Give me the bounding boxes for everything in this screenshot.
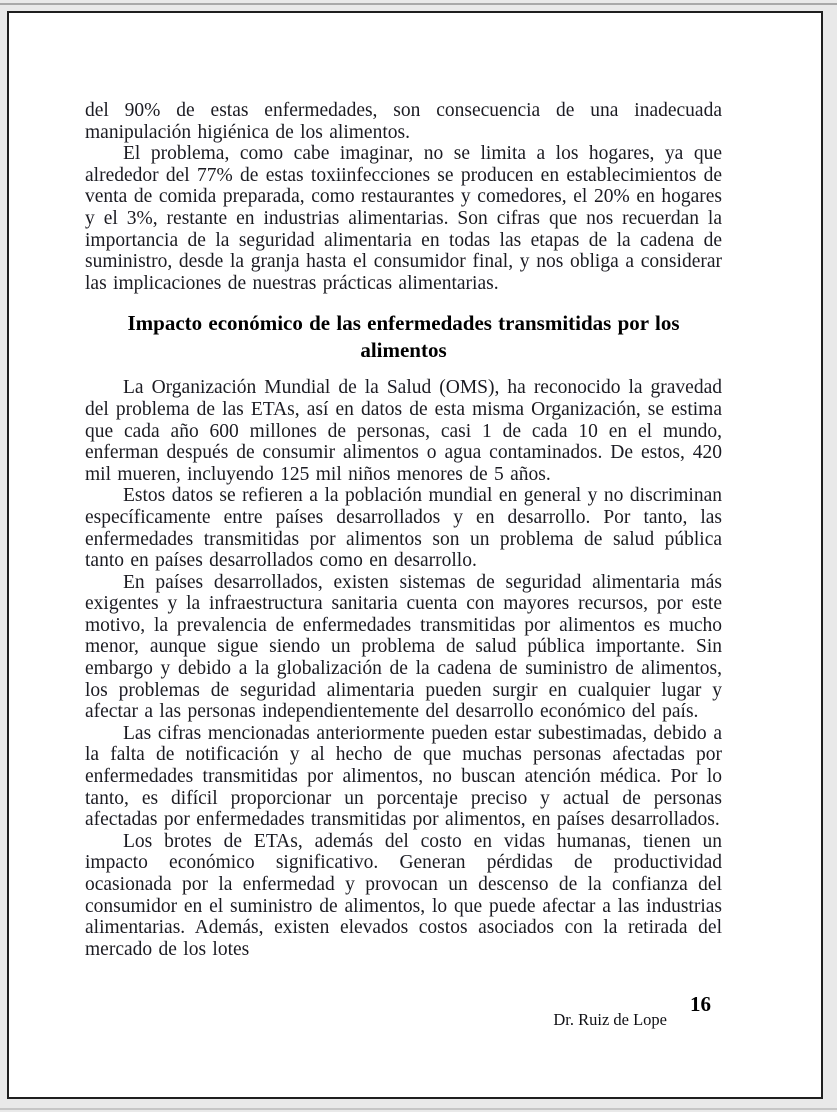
- next-page-edge: [0, 1108, 837, 1110]
- section-heading: Impacto económico de las enfermedades transmitidas por los alimentos: [127, 311, 680, 363]
- body-paragraph: Estos datos se refieren a la población mundial en general y no discriminan específicamente entre países desarrollados y en desarrollo. Por tanto, las enfermedades transmitidas por alimentos son un problema de salud pública tanto en países desarrollados como en desarrollo.: [85, 485, 722, 572]
- footer-page-number: 16: [690, 992, 711, 1016]
- body-paragraph: Las cifras mencionadas anteriormente pueden estar subestimadas, debido a la falta de notificación y al hecho de que muchas personas afectadas por enfermedades transmitidas por alimentos, no buscan atención médica. Por lo tanto, es difícil proporcionar un porcentaje preciso y actual de personas afectadas por enfermedades transmitidas por alimentos, en países desarrollados.: [85, 722, 722, 831]
- body-paragraph: La Organización Mundial de la Salud (OMS), ha reconocido la gravedad del problema de las ETAs, así en datos de esta misma Organización, se estima que cada año 600 millones de personas, casi 1 de cada 10 en el mundo, enferman después de consumir alimentos o agua contaminados. De estos, 420 mil mueren, incluyendo 125 mil niños menores de 5 años.: [85, 377, 722, 485]
- body-paragraph: del 90% de estas enfermedades, son consecuencia de una inadecuada manipulación higiénica de los alimentos.: [85, 100, 722, 143]
- body-paragraph: Los brotes de ETAs, además del costo en vidas humanas, tienen un impacto económico significativo. Generan pérdidas de productividad ocasionada por la enfermedad y provocan un descenso de la confianza del consumidor en el suministro de alimentos, lo que puede afectar a las industrias alimentarias. Además, existen elevados costos asociados con la retirada del mercado de los lotes: [85, 830, 722, 960]
- body-paragraph: El problema, como cabe imaginar, no se limita a los hogares, ya que alrededor del 77% de estas toxiinfecciones se producen en establecimientos de venta de comida preparada, como restaurantes y comedores, el 20% en hogares y el 3%, restante en industrias alimentarias. Son cifras que nos recuerdan la importancia de la seguridad alimentaria en todas las etapas de la cadena de suministro, desde la granja hasta el consumidor final, y nos obliga a considerar las implicaciones de nuestras prácticas alimentarias.: [85, 143, 722, 294]
- document-page: [7, 11, 823, 1099]
- page-text-column: [85, 100, 722, 960]
- previous-page-edge: [0, 3, 837, 5]
- footer-author: Dr. Ruiz de Lope: [553, 1010, 667, 1029]
- body-paragraph: En países desarrollados, existen sistemas de seguridad alimentaria más exigentes y la infraestructura sanitaria cuenta con mayores recursos, por este motivo, la prevalencia de enfermedades transmitidas por alimentos es mucho menor, aunque sigue siendo un problema de salud pública importante. Sin embargo y debido a la globalización de la cadena de suministro de alimentos, los problemas de seguridad alimentaria pueden surgir en cualquier lugar y afectar a las personas independientemente del desarrollo económico del país.: [85, 571, 722, 723]
